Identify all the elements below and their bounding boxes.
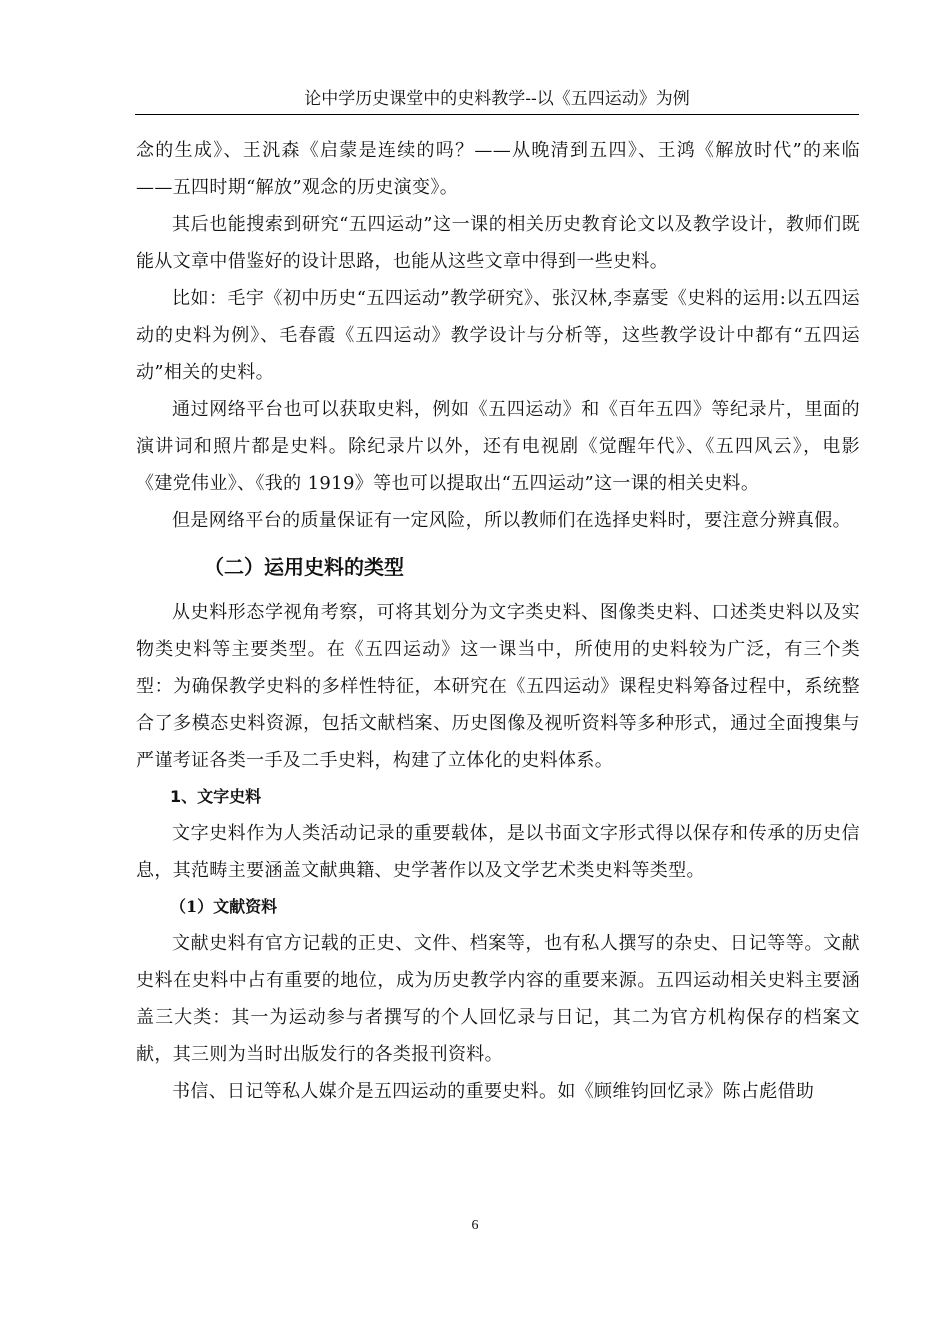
header-title: 论中学历史课堂中的史料教学--以《五四运动》为例	[304, 89, 690, 109]
subsection-heading: 1、文字史料	[170, 787, 262, 806]
page-number: 6	[471, 1218, 479, 1233]
paragraph: 念的生成》、王汎森《启蒙是连续的吗？——从晚清到五四》、王鸿《解放时代”的来临——五四时期“解放”观念的历史演变》。	[136, 140, 860, 198]
paragraph: 但是网络平台的质量保证有一定风险，所以教师们在选择史料时，要注意分辨真假。	[172, 510, 851, 531]
paragraph: 文献史料有官方记载的正史、文件、档案等，也有私人撰写的杂史、日记等等。文献史料在史料中占有重要的地位，成为历史教学内容的重要来源。五四运动相关史料主要涵盖三大类：其一为运动参与者撰写的个人回忆录与日记，其二为官方机构保存的档案文献，其三则为当时出版发行的各类报刊资料。	[136, 933, 860, 1065]
paragraph: 其后也能搜索到研究“五四运动”这一课的相关历史教育论文以及教学设计，教师们既能从文章中借鉴好的设计思路，也能从这些文章中得到一些史料。	[136, 214, 860, 272]
paragraph: 从史料形态学视角考察，可将其划分为文字类史料、图像类史料、口述类史料以及实物类史料等主要类型。在《五四运动》这一课当中，所使用的史料较为广泛，有三个类型：为确保教学史料的多样性特征，本研究在《五四运动》课程史料筹备过程中，系统整合了多模态史料资源，包括文献档案、历史图像及视听资料等多种形式，通过全面搜集与严谨考证各类一手及二手史料，构建了立体化的史料体系。	[136, 602, 860, 771]
section-heading: （二）运用史料的类型	[204, 555, 404, 579]
paragraph: 比如：毛宇《初中历史“五四运动”教学研究》、张汉林,李嘉雯《史料的运用:以五四运动的史料为例》、毛春霞《五四运动》教学设计与分析等，这些教学设计中都有“五四运动”相关的史料。	[136, 288, 860, 383]
subsubsection-heading: （1）文献资料	[170, 897, 278, 916]
paragraph: 书信、日记等私人媒介是五四运动的重要史料。如《顾维钧回忆录》陈占彪借助	[172, 1081, 815, 1102]
page-header	[135, 86, 859, 115]
paragraph: 通过网络平台也可以获取史料，例如《五四运动》和《百年五四》等纪录片，里面的演讲词和照片都是史料。除纪录片以外，还有电视剧《觉醒年代》、《五四风云》，电影《建党伟业》、《我的 1919》等也可以提取出“五四运动”这一课的相关史料。	[136, 399, 860, 494]
document-body	[136, 132, 860, 1110]
paragraph: 文字史料作为人类活动记录的重要载体，是以书面文字形式得以保存和传承的历史信息，其范畴主要涵盖文献典籍、史学著作以及文学艺术类史料等类型。	[136, 823, 860, 881]
